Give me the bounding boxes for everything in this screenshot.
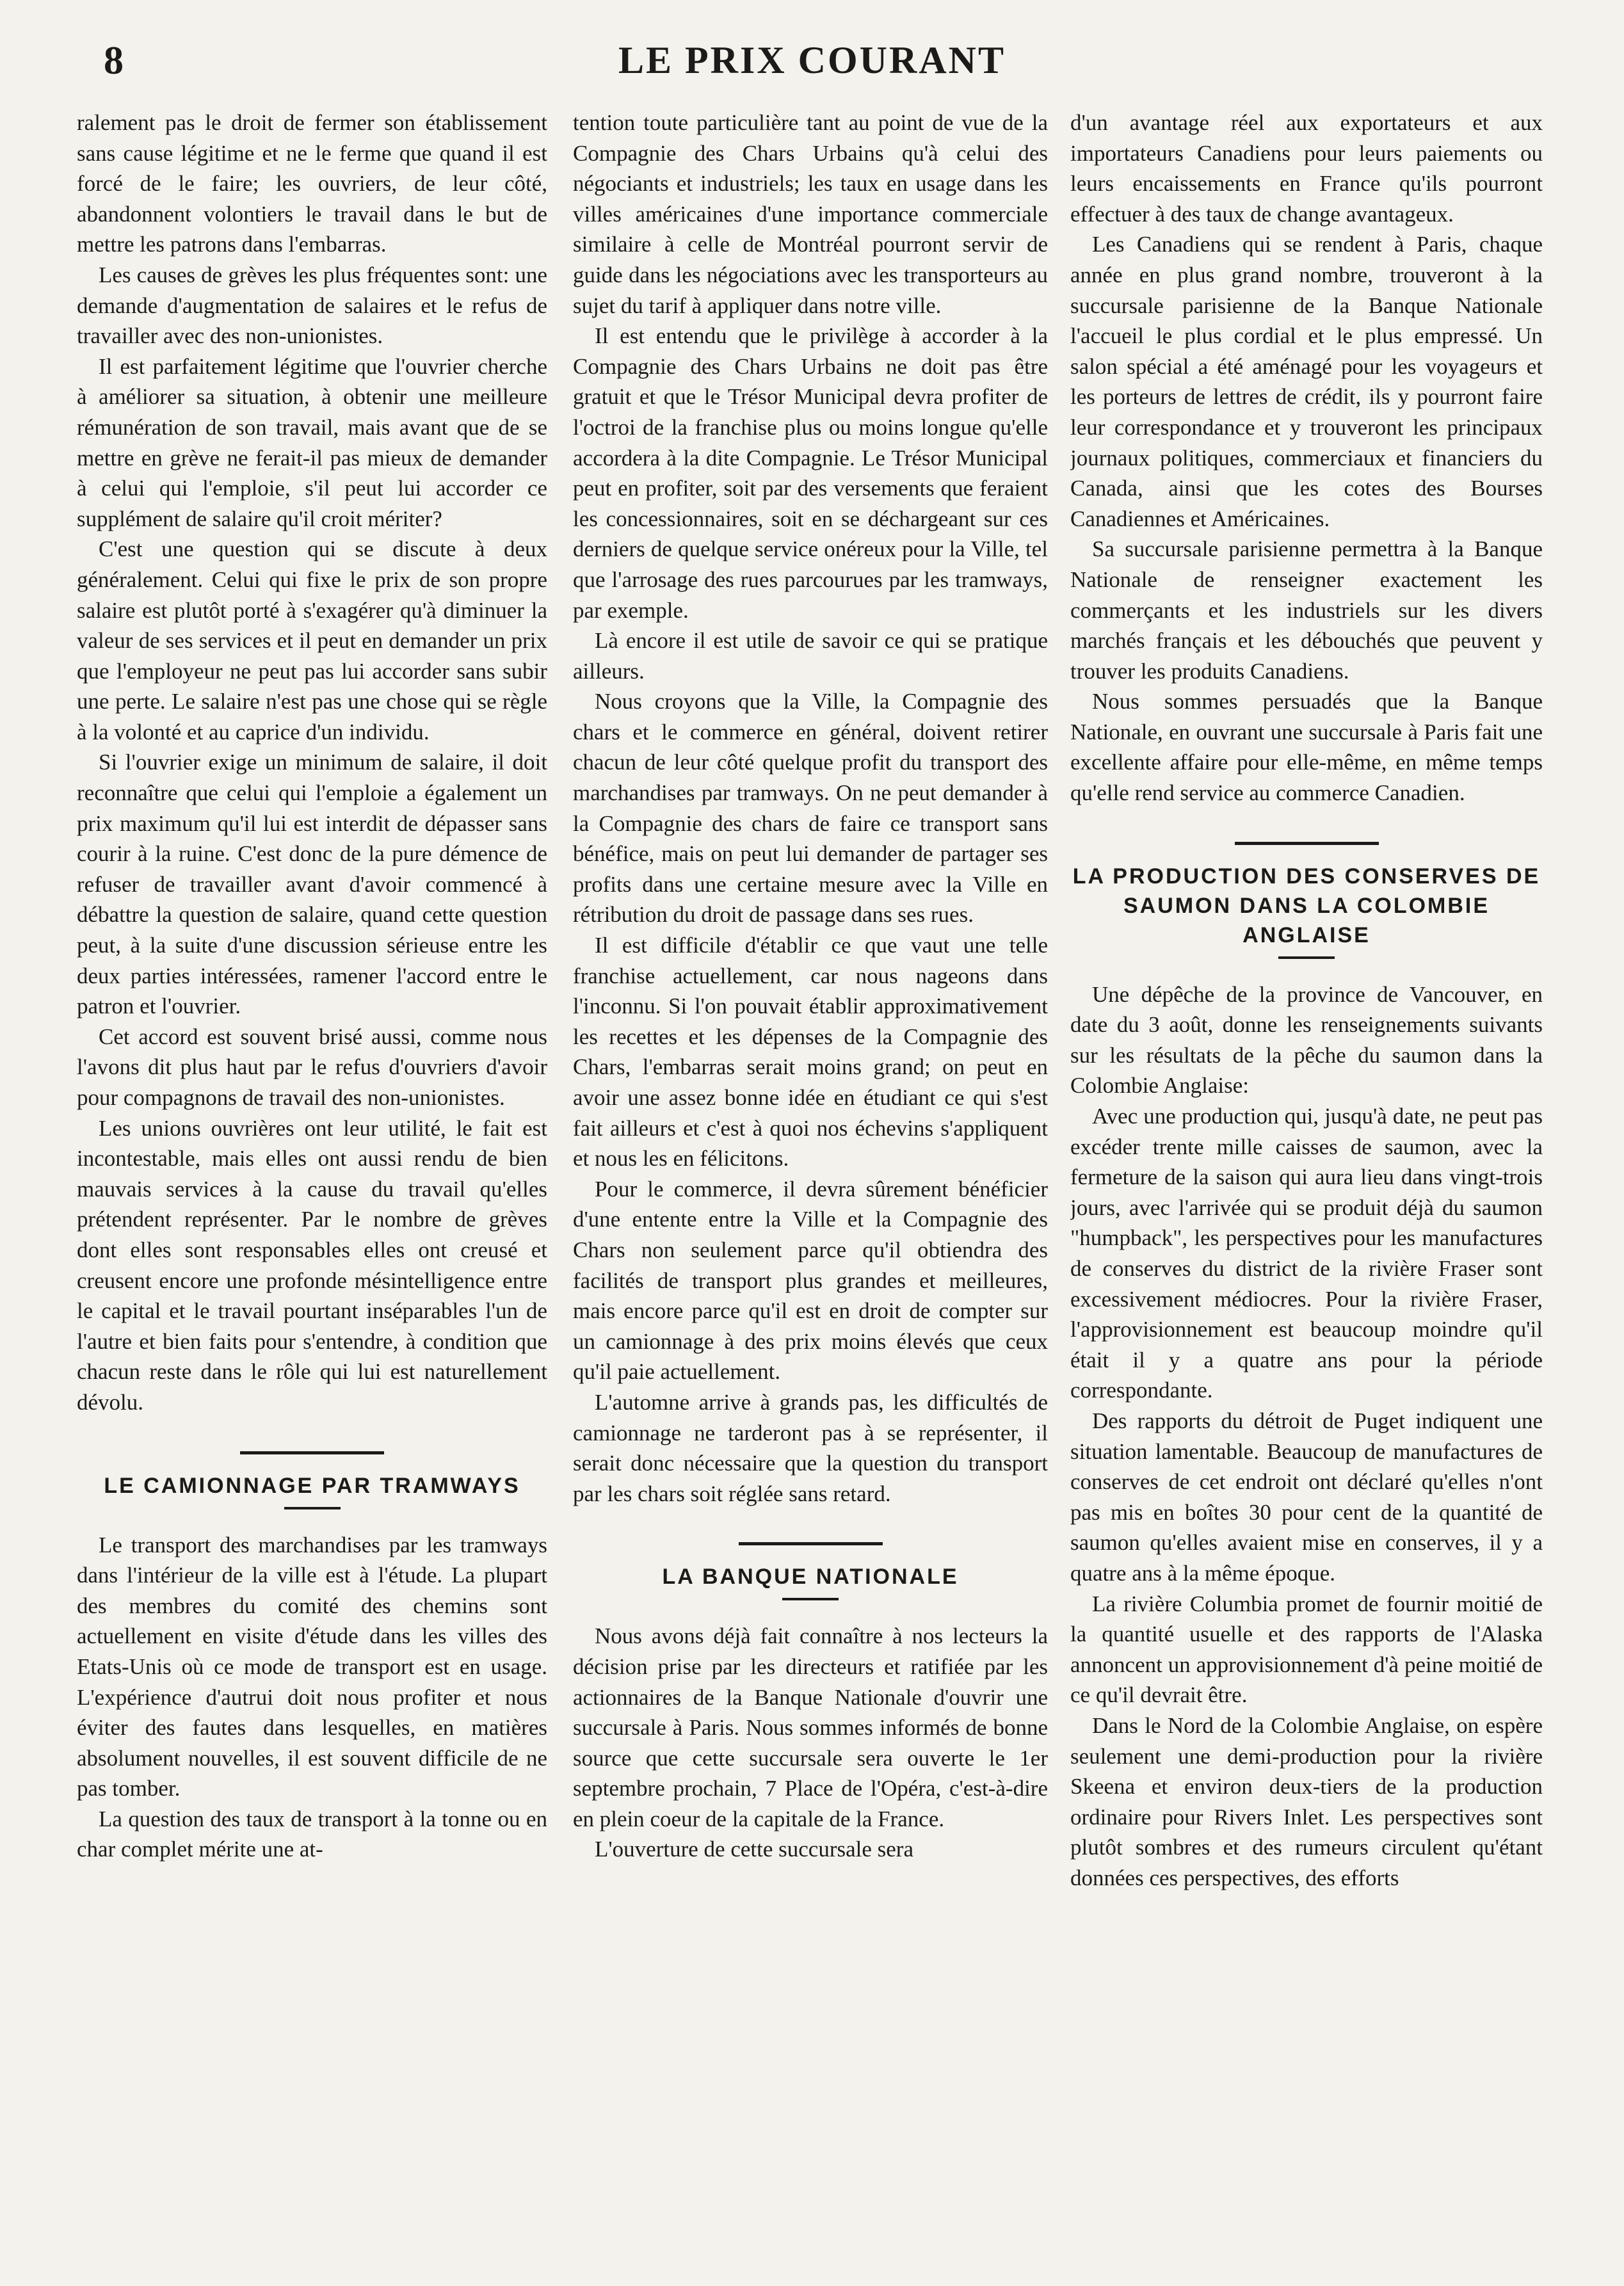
column-3	[1070, 108, 1543, 2265]
paragraph: Il est difficile d'établir ce que vaut une telle franchise actuellement, car nous nageons dans l'inconnu. Si l'on pouvait établir approximativement les recettes et les dépenses de la Compagnie des Chars, l'embarras serait moins grand; on peut en avoir une assez bonne idée en étudiant ce qui s'est fait ailleurs et c'est à quoi nos échevins s'appliquent et nous les en félicitons.	[573, 933, 1048, 1171]
article-headline-saumon: LA PRODUCTION DES CONSERVES DE SAUMON DANS LA COLOMBIE ANGLAISE	[1072, 864, 1541, 947]
paragraph: Avec une production qui, jusqu'à date, ne peut pas excéder trente mille caisses de saumon, avec la fermeture de la saison qui aura lieu dans vingt-trois jours, avec l'arrivée qui se produit déjà du saumon "humpback", les perspectives pour les manufactures de conserves du district de la rivière Fraser sont excessivement médiocres. Pour la rivière Fraser, l'approvisionnement est beaucoup moindre qu'il était il y a quatre ans pour la période correspondante.	[1070, 1104, 1543, 1403]
paragraph: Une dépêche de la province de Vancouver, en date du 3 août, donne les renseignements suivants sur les résultats de la pêche du saumon dans la Colombie Anglaise:	[1070, 981, 1543, 1099]
section-divider	[739, 1542, 883, 1545]
page-number: 8	[104, 39, 124, 83]
paragraph: Cet accord est souvent brisé aussi, comme nous l'avons dit plus haut par le refus d'ouvriers d'avoir pour compagnons de travail des non-unionistes.	[77, 1024, 547, 1110]
paragraph: d'un avantage réel aux exportateurs et aux importateurs Canadiens pour leurs paiements ou leurs encaissements en France qu'ils pourront effectuer à des taux de change avantageux.	[1070, 110, 1543, 227]
paragraph: L'ouverture de cette succursale sera	[595, 1837, 913, 1862]
paragraph: Les unions ouvrières ont leur utilité, le fait est incontestable, mais elles ont aussi rendu de bien mauvais services à la cause du travail qu'elles prétendent représenter. Par le nombre de grèves dont elles sont responsables elles ont creusé et creusent encore une profonde mésintelligence entre le capital et le travail pourtant inséparables l'un de l'autre et bien faits pour s'entendre, à condition que chacun reste dans le rôle qui lui est naturellement dévolu.	[77, 1115, 547, 1415]
headline-underline	[1278, 956, 1335, 959]
paragraph: Les causes de grèves les plus fréquentes sont: une demande d'augmentation de salaires et le refus de travailler avec des non-unionistes.	[77, 262, 547, 349]
section-divider	[1235, 842, 1379, 845]
paragraph: Nous avons déjà fait connaître à nos lecteurs la décision prise par les directeurs et ratifiée par les actionnaires de la Banque Nationale d'ouvrir une succursale à Paris. Nous sommes informés de bonne source que cette succursale sera ouverte le 1er septembre prochain, 7 Place de l'Opéra, c'est-à-dire en plein coeur de la capitale de la France.	[573, 1623, 1048, 1831]
paragraph: La rivière Columbia promet de fournir moitié de la quantité usuelle et des rapports de l'Alaska annoncent un approvisionnement d'à peine moitié de ce qu'il devrait être.	[1070, 1591, 1543, 1708]
paragraph: Le transport des marchandises par les tramways dans l'intérieur de la ville est à l'étude. La plupart des membres du comité des chemins sont actuellement en visite d'étude dans les villes des Etats-Unis où ce mode de transport est en usage. L'expérience d'autrui doit nous profiter et nous éviter des fautes dans lesquelles, en matières absolument nouvelles, il est souvent difficile de ne pas tomber.	[77, 1532, 547, 1801]
paragraph: Il est parfaitement légitime que l'ouvrier cherche à améliorer sa situation, à obtenir une meilleure rémunération de son travail, mais avant que de se mettre en grève ne ferait-il pas mieux de demander à celui qui l'emploie, s'il peut lui accorder ce supplément de salaire qu'il croit mériter?	[77, 353, 547, 531]
column-1	[77, 108, 547, 2265]
paragraph: Nous sommes persuadés que la Banque Nationale, en ouvrant une succursale à Paris fait une excellente affaire pour elle-même, en même temps qu'elle rend service au commerce Canadien.	[1070, 689, 1543, 806]
paragraph: Les Canadiens qui se rendent à Paris, chaque année en plus grand nombre, trouveront à la succursale parisienne de la Banque Nationale l'accueil le plus cordial et le plus empressé. Un salon spécial a été aménagé pour les voyageurs et les porteurs de lettres de crédit, ils y pourront faire leur correspondance et y trouveront les principaux journaux politiques, commerciaux et financiers du Canada, ainsi que les cotes des Bourses Canadiennes et Américaines.	[1070, 232, 1543, 531]
paragraph: Pour le commerce, il devra sûrement bénéficier d'une entente entre la Ville et la Compagnie des Chars non seulement parce qu'il obtiendra des facilités de transport plus grandes et meilleures, mais encore parce qu'il est en droit de compter sur un camionnage à des prix moins élevés que ceux qu'il paie actuellement.	[573, 1176, 1048, 1385]
paragraph: tention toute particulière tant au point de vue de la Compagnie des Chars Urbains qu'à celui des négociants et industriels; les taux en usage dans les villes américaines d'une importance commerciale similaire à celle de Montréal pourront servir de guide dans les négociations avec les transporteurs au sujet du tarif à appliquer dans notre ville.	[573, 110, 1048, 318]
headline-underline	[284, 1507, 341, 1509]
headline-underline	[782, 1598, 839, 1600]
article-headline-camionnage: LE CAMIONNAGE PAR TRAMWAYS	[104, 1473, 520, 1498]
paragraph: Si l'ouvrier exige un minimum de salaire, il doit reconnaître que celui qui l'emploie a également un prix maximum qu'il lui est interdit de dépasser sans courir à la ruine. C'est donc de la pure démence de refuser de travailler avant d'avoir commencé à débattre la question de salaire, quand cette question peut, à la suite d'une discussion sérieuse entre les deux parties intéressées, ramener l'accord entre le patron et l'ouvrier.	[77, 750, 547, 1019]
paragraph: Là encore il est utile de savoir ce qui se pratique ailleurs.	[573, 628, 1048, 684]
column-2	[573, 108, 1048, 2265]
paragraph: C'est une question qui se discute à deux généralement. Celui qui fixe le prix de son propre salaire est plutôt porté à s'exagérer qu'à diminuer la valeur de ses services et il peut en demander un prix que l'employeur ne peut pas lui accorder sans subir une perte. Le salaire n'est pas une chose qui se règle à la volonté et au caprice d'un individu.	[77, 536, 547, 745]
paragraph: Dans le Nord de la Colombie Anglaise, on espère seulement une demi-production pour la rivière Skeena et environ deux-tiers de la production ordinaire pour Rivers Inlet. Les perspectives sont plutôt sombres et des rumeurs circulent qu'étant données ces perspectives, des efforts	[1070, 1712, 1543, 1890]
article-headline-banque: LA BANQUE NATIONALE	[662, 1565, 959, 1590]
paragraph: La question des taux de transport à la tonne ou en char complet mérite une at-	[77, 1806, 547, 1862]
paragraph: Sa succursale parisienne permettra à la Banque Nationale de renseigner exactement les commerçants et les industriels sur les divers marchés français et les débouchés que peuvent y trouver les produits Canadiens.	[1070, 536, 1543, 684]
section-divider	[240, 1451, 384, 1454]
paragraph: Nous croyons que la Ville, la Compagnie des chars et le commerce en général, doivent retirer chacun de leur côté quelque profit du transport des marchandises par tramways. On ne peut demander à la Compagnie des chars de faire ce transport sans bénéfice, mais on peut lui demander de partager ses profits dans une certaine mesure avec la Ville en rétribution du droit de passage dans ses rues.	[573, 689, 1048, 928]
paragraph: ralement pas le droit de fermer son établissement sans cause légitime et ne le ferme que quand il est forcé de le faire; les ouvriers, de leur côté, abandonnent volontiers le travail dans le but de mettre les patrons dans l'embarras.	[77, 110, 547, 257]
paragraph: Il est entendu que le privilège à accorder à la Compagnie des Chars Urbains ne doit pas être gratuit et que le Trésor Municipal devra profiter de l'octroi de la franchise plus ou moins longue qu'elle accordera à la dite Compagnie. Le Trésor Municipal peut en profiter, soit par des versements que feraient les concessionnaires, soit en se déchargeant sur ces derniers de quelque service onéreux pour la Ville, tel que l'arrosage des rues parcourues par les tramways, par exemple.	[573, 323, 1048, 623]
paragraph: L'automne arrive à grands pas, les difficultés de camionnage ne tarderont pas à se représenter, il serait donc nécessaire que la question du transport par les chars soit réglée sans retard.	[573, 1389, 1048, 1506]
paragraph: Des rapports du détroit de Puget indiquent une situation lamentable. Beaucoup de manufactures de conserves de cet endroit ont déclaré qu'elles n'ont pas mis en boîtes 30 pour cent de la quantité de saumon qu'elles avaient mise en conserves, il y a quatre ans à la même époque.	[1070, 1408, 1543, 1586]
journal-title: LE PRIX COURANT	[618, 39, 1006, 81]
masthead	[0, 26, 1624, 90]
